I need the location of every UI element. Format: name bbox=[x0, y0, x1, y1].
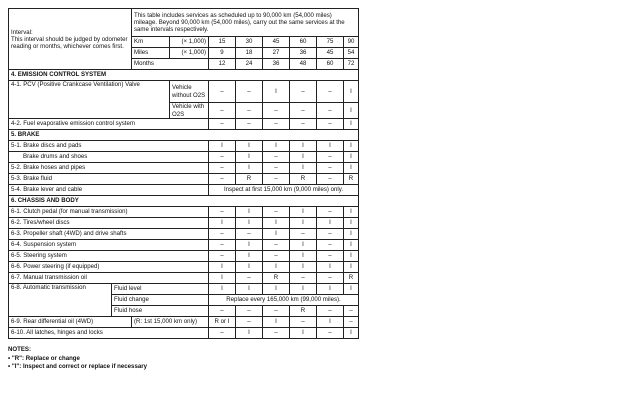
cell: – bbox=[209, 328, 236, 339]
cell: I bbox=[344, 103, 359, 119]
header-value: 24 bbox=[236, 59, 263, 70]
table-row bbox=[9, 240, 359, 251]
cell: I bbox=[290, 251, 317, 262]
header-label: Miles bbox=[132, 48, 170, 59]
table-row bbox=[9, 273, 359, 284]
cell: – bbox=[263, 152, 290, 163]
header-value: 15 bbox=[209, 37, 236, 48]
item-label: 6-2. Tires/wheel discs bbox=[9, 218, 209, 229]
item-label: 6-5. Steering system bbox=[9, 251, 209, 262]
cell: – bbox=[263, 306, 290, 317]
section-title: 6. CHASSIS AND BODY bbox=[9, 196, 359, 207]
section-title: 4. EMISSION CONTROL SYSTEM bbox=[9, 70, 359, 81]
interval-note: Replace every 165,000 km (99,000 miles). bbox=[209, 295, 359, 306]
item-label: 5-4. Brake lever and cable bbox=[9, 185, 209, 196]
cell: – bbox=[263, 240, 290, 251]
cell: I bbox=[290, 328, 317, 339]
table-row bbox=[9, 174, 359, 185]
header-value: 60 bbox=[290, 37, 317, 48]
interval-note: Inspect at first 15,000 km (9,000 miles) only. bbox=[209, 185, 359, 196]
cell: I bbox=[290, 284, 317, 295]
table-row bbox=[9, 152, 359, 163]
cell: I bbox=[209, 218, 236, 229]
item-label: 6-9. Rear differential oil (4WD) bbox=[9, 317, 132, 328]
header-unit: (× 1,000) bbox=[170, 37, 209, 48]
table-row bbox=[9, 229, 359, 240]
cell: – bbox=[236, 273, 263, 284]
table-row bbox=[9, 207, 359, 218]
interval-text: This interval should be judged by odometer reading or months, whichever comes first. bbox=[11, 35, 128, 51]
cell: – bbox=[209, 103, 236, 119]
item-sub: Fluid change bbox=[112, 295, 209, 306]
header-value: 54 bbox=[344, 48, 359, 59]
cell: – bbox=[236, 306, 263, 317]
cell: – bbox=[290, 273, 317, 284]
cell: – bbox=[263, 328, 290, 339]
interval-intro bbox=[9, 9, 132, 70]
cell: I bbox=[317, 262, 344, 273]
section-title: 5. BRAKE bbox=[9, 130, 359, 141]
cell: I bbox=[344, 218, 359, 229]
cell: I bbox=[344, 152, 359, 163]
cell: I bbox=[236, 262, 263, 273]
cell: I bbox=[263, 81, 290, 103]
item-label: 6-1. Clutch pedal (for manual transmission) bbox=[9, 207, 209, 218]
cell: I bbox=[236, 328, 263, 339]
cell: – bbox=[209, 306, 236, 317]
notes-heading: NOTES: bbox=[8, 346, 32, 353]
cell: – bbox=[209, 174, 236, 185]
note-inspect: • "I": Inspect and correct or replace if necessary bbox=[8, 363, 147, 370]
cell: I bbox=[344, 251, 359, 262]
cell: I bbox=[209, 284, 236, 295]
cell: I bbox=[236, 218, 263, 229]
cell: I bbox=[209, 273, 236, 284]
cell: – bbox=[317, 152, 344, 163]
item-label: 6-7. Manual transmission oil bbox=[9, 273, 209, 284]
cell: I bbox=[290, 163, 317, 174]
cell: I bbox=[236, 240, 263, 251]
cell: – bbox=[317, 81, 344, 103]
header-value: 36 bbox=[290, 48, 317, 59]
cell: I bbox=[236, 141, 263, 152]
cell: – bbox=[263, 103, 290, 119]
cell: – bbox=[209, 240, 236, 251]
cell: I bbox=[263, 262, 290, 273]
cell: – bbox=[263, 207, 290, 218]
cell: – bbox=[209, 229, 236, 240]
table-row bbox=[9, 317, 359, 328]
header-value: 9 bbox=[209, 48, 236, 59]
item-label: 5-2. Brake hoses and pipes bbox=[9, 163, 209, 174]
cell: – bbox=[317, 174, 344, 185]
cell: I bbox=[344, 229, 359, 240]
cell: R bbox=[290, 306, 317, 317]
header-value: 48 bbox=[290, 59, 317, 70]
item-sub: (R: 1st 15,000 km only) bbox=[132, 317, 209, 328]
cell: – bbox=[317, 163, 344, 174]
cell: – bbox=[209, 251, 236, 262]
header-value: 75 bbox=[317, 37, 344, 48]
cell: – bbox=[236, 317, 263, 328]
table-row bbox=[9, 218, 359, 229]
cell: – bbox=[290, 317, 317, 328]
cell: – bbox=[290, 229, 317, 240]
cell: I bbox=[317, 141, 344, 152]
cell: – bbox=[209, 163, 236, 174]
cell: – bbox=[290, 103, 317, 119]
cell: I bbox=[344, 207, 359, 218]
table-row bbox=[9, 328, 359, 339]
schedule-table bbox=[8, 8, 359, 339]
table-row bbox=[9, 251, 359, 262]
item-label: 6-3. Propeller shaft (4WD) and drive shafts bbox=[9, 229, 209, 240]
maintenance-schedule bbox=[8, 8, 358, 372]
cell: I bbox=[290, 218, 317, 229]
note-replace: • "R": Replace or change bbox=[8, 354, 80, 362]
cell: – bbox=[236, 229, 263, 240]
cell: R or I bbox=[209, 317, 236, 328]
header-value: 72 bbox=[344, 59, 359, 70]
cell: I bbox=[344, 284, 359, 295]
cell: R bbox=[236, 174, 263, 185]
cell: I bbox=[290, 141, 317, 152]
header-value: 27 bbox=[263, 48, 290, 59]
cell: – bbox=[317, 328, 344, 339]
item-label: 6-8. Automatic transmission bbox=[9, 284, 112, 317]
cell: – bbox=[209, 152, 236, 163]
item-label: 6-4. Suspension system bbox=[9, 240, 209, 251]
header-value: 90 bbox=[344, 37, 359, 48]
item-label: 4-1. PCV (Positive Crankcase Ventilation) Valve bbox=[9, 81, 170, 119]
header-value: 12 bbox=[209, 59, 236, 70]
cell: I bbox=[263, 284, 290, 295]
cell: I bbox=[236, 152, 263, 163]
item-label: 5-3. Brake fluid bbox=[9, 174, 209, 185]
cell: – bbox=[317, 251, 344, 262]
header-value: 45 bbox=[317, 48, 344, 59]
schedule-scope-note: This table includes services as scheduled up to 90,000 km (54,000 miles) mileage. Beyond 90,000 km (54,000 miles), carry out the same services at the same intervals respectively. bbox=[132, 9, 359, 37]
item-sub: Fluid level bbox=[112, 284, 209, 295]
header-value: 30 bbox=[236, 37, 263, 48]
notes-block bbox=[8, 346, 358, 372]
cell: – bbox=[317, 273, 344, 284]
cell: R bbox=[344, 273, 359, 284]
cell: I bbox=[317, 284, 344, 295]
cell: – bbox=[290, 81, 317, 103]
item-sub: Vehicle with O2S bbox=[170, 103, 209, 119]
cell: I bbox=[290, 152, 317, 163]
cell: R bbox=[263, 273, 290, 284]
cell: – bbox=[317, 103, 344, 119]
cell: – bbox=[263, 251, 290, 262]
header-label: Months bbox=[132, 59, 209, 70]
item-label: Brake drums and shoes bbox=[9, 152, 209, 163]
header-value: 36 bbox=[263, 59, 290, 70]
item-label: 5-1. Brake discs and pads bbox=[9, 141, 209, 152]
cell: I bbox=[236, 284, 263, 295]
cell: – bbox=[236, 119, 263, 130]
item-label: 6-6. Power steering (if equipped) bbox=[9, 262, 209, 273]
cell: I bbox=[344, 328, 359, 339]
cell: – bbox=[344, 306, 359, 317]
table-row bbox=[9, 284, 359, 295]
table-row bbox=[9, 141, 359, 152]
item-sub: Fluid hose bbox=[112, 306, 209, 317]
cell: I bbox=[236, 251, 263, 262]
cell: – bbox=[290, 119, 317, 130]
interval-label: Interval: bbox=[11, 28, 33, 36]
cell: I bbox=[263, 141, 290, 152]
header-value: 60 bbox=[317, 59, 344, 70]
cell: I bbox=[344, 119, 359, 130]
cell: R bbox=[290, 174, 317, 185]
cell: – bbox=[236, 81, 263, 103]
cell: – bbox=[317, 119, 344, 130]
cell: I bbox=[263, 218, 290, 229]
header-unit: (× 1,000) bbox=[170, 48, 209, 59]
cell: I bbox=[344, 141, 359, 152]
cell: – bbox=[317, 306, 344, 317]
cell: – bbox=[236, 103, 263, 119]
cell: I bbox=[317, 317, 344, 328]
cell: I bbox=[290, 240, 317, 251]
cell: I bbox=[344, 262, 359, 273]
cell: – bbox=[317, 240, 344, 251]
cell: – bbox=[317, 229, 344, 240]
cell: – bbox=[317, 207, 344, 218]
cell: – bbox=[263, 163, 290, 174]
table-row bbox=[9, 81, 359, 103]
header-label: Km bbox=[132, 37, 170, 48]
cell: R bbox=[344, 174, 359, 185]
item-sub: Vehicle without O2S bbox=[170, 81, 209, 103]
cell: I bbox=[290, 207, 317, 218]
cell: – bbox=[209, 207, 236, 218]
cell: I bbox=[263, 229, 290, 240]
header-value: 45 bbox=[263, 37, 290, 48]
cell: I bbox=[344, 240, 359, 251]
table-row bbox=[9, 185, 359, 196]
cell: I bbox=[344, 163, 359, 174]
cell: – bbox=[263, 174, 290, 185]
header-value: 18 bbox=[236, 48, 263, 59]
cell: – bbox=[344, 317, 359, 328]
table-row bbox=[9, 262, 359, 273]
cell: I bbox=[263, 317, 290, 328]
cell: – bbox=[263, 119, 290, 130]
item-label: 4-2. Fuel evaporative emission control system bbox=[9, 119, 209, 130]
cell: – bbox=[209, 119, 236, 130]
cell: I bbox=[290, 262, 317, 273]
cell: I bbox=[236, 163, 263, 174]
cell: I bbox=[344, 81, 359, 103]
cell: I bbox=[209, 262, 236, 273]
table-row bbox=[9, 163, 359, 174]
cell: I bbox=[236, 207, 263, 218]
cell: – bbox=[209, 81, 236, 103]
table-row bbox=[9, 119, 359, 130]
cell: I bbox=[317, 218, 344, 229]
item-label: 6-10. All latches, hinges and locks bbox=[9, 328, 209, 339]
cell: I bbox=[209, 141, 236, 152]
